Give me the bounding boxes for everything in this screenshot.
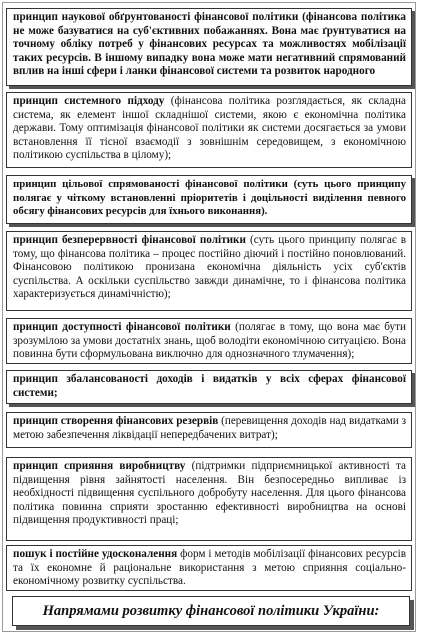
principle-text: (полягає в тому, що вона має бути зрозумілою за умови достатніх знань, щоб володіти економічною ситуацією. Вона повинна бути сформульована виключно для однозначного тлумачення); [13,321,406,360]
principle-lead: принцип системного підходу [13,95,165,107]
principle-lead: принцип доступності фінансової політики [13,321,231,333]
principle-text: (суть цього принципу полягає в тому, що фінансова політика – процес постійно діючий і постійно поновлюваний. Фінансовою політикою пронизана економічна діяльність усіх суб'єктів суспільства. А оскільки суспільство завжди динамічне, то і фінансова політика характеризується динамічністю); [13,234,407,300]
principle-text: (суть цього принципу полягає у чіткому встановленні пріоритетів і доцільності виділення певного обсягу фінансових ресурсів для їхнього виконання). [13,178,406,217]
principle-block-production [6,457,412,541]
principle-text: форм і методів мобілізації фінансових ресурсів та їх економне й раціональне використання з метою сприяння соціально-економічному розвитку суспільства. [13,548,406,587]
principle-lead: принцип цільової спрямованості фінансової політики [13,178,288,190]
principle-text: (фінансова політика не може базуватися на суб'єктивних побажаннях. Вона має ґрунтуватися на точному обліку потреб у фінансових ресурсах та можливостях мобілізації таких ресурсів. В іншому випадку вона може мати негативний спрямований вплив на інші сфери і ланки фінансової системи та розвиток народного [13,11,406,77]
principle-block-scientific [6,8,412,86]
principle-lead: принцип створення фінансових резервів [13,415,219,427]
principle-block-improvement [6,545,412,591]
principle-lead: пошук і постійне удосконалення [13,548,178,560]
principle-lead: принцип наукової обґрунтованості фінансової політики [13,11,299,23]
principle-block-accessibility [6,318,412,364]
principle-text: (підтримки підприємницької активності та підвищення рівня зайнятості населення. Він безпосередньо випливає із необхідності підвищення суспільного добробуту населення. Для цього фінансова політика повинна сприяти зростанню ефективності виробництва на основі підвищення продуктивності праці; [13,460,406,526]
principle-block-reserves [6,412,412,448]
principle-text: (фінансова політика розглядається, як складна система, як елемент іншої складнішої системи, якою є економічна політика держави. Тому оптимізація фінансової політики як системи досягається за умови встановлення її тісної взаємодії з зовнішнім середовищем, з економічною політикою суспільства в цілому); [13,95,406,161]
principle-lead: принцип сприяння виробництву [13,460,186,472]
principle-block-targeted [6,175,412,224]
principle-lead: принцип безперервності фінансової політики [13,234,246,246]
principle-text: (перевищення доходів над видатками з метою забезпечення ліквідації непередбачених витрат); [13,415,407,441]
footer-title: Напрямами розвитку фінансової політики України: [12,596,410,626]
principle-block-balance [6,370,412,404]
principle-block-continuity [6,231,412,311]
principle-lead: принцип збалансованості доходів і видатків у всіх сферах фінансової системи; [13,373,406,399]
principle-block-systemic [6,92,412,168]
